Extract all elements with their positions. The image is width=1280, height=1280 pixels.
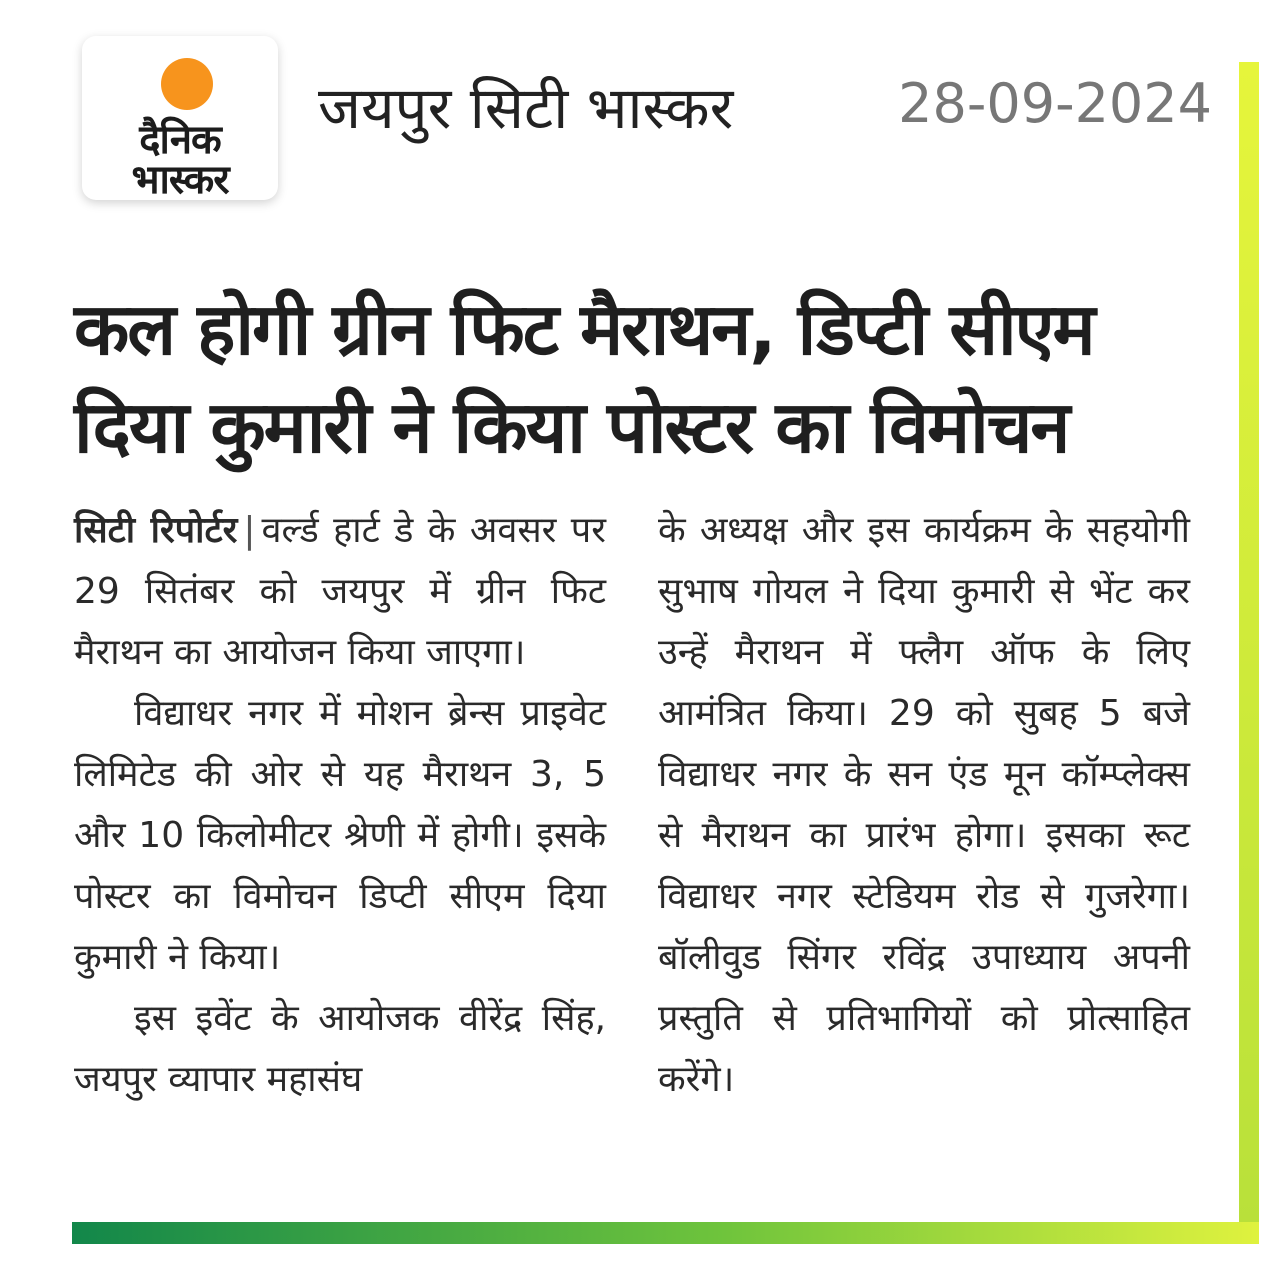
- paragraph-1-text: वर्ल्ड हार्ट डे के अवसर पर 29 सितंबर को जयपुर में ग्रीन फिट मैराथन का आयोजन किया जाएगा।: [74, 510, 606, 673]
- masthead-title: जयपुर सिटी भास्कर: [318, 74, 734, 142]
- article-paragraph-3: इस इवेंट के आयोजक वीरेंद्र सिंह, जयपुर व्यापार महासंघ: [74, 998, 606, 1100]
- frame-right-border: [1239, 62, 1259, 1244]
- article-column-left: [74, 500, 606, 1110]
- sun-logo-icon: [161, 58, 213, 110]
- byline: सिटी रिपोर्टर: [74, 510, 238, 551]
- article-headline: [74, 280, 1204, 476]
- dainik-bhaskar-logo: [82, 36, 278, 200]
- article-paragraph-1: [74, 500, 606, 683]
- edition-date: 28-09-2024: [898, 72, 1212, 135]
- article-paragraph-3-continued: के अध्यक्ष और इस कार्यक्रम के सहयोगी सुभाष गोयल ने दिया कुमारी से भेंट कर उन्हें मैराथन में फ्लैग ऑफ के लिए आमंत्रित किया। 29 को सुबह 5 बजे विद्याधर नगर के सन एंड मून कॉम्प्लेक्स से मैराथन का प्रारंभ होगा। इसका रूट विद्याधर नगर स्टेडियम रोड से गुजरेगा। बॉलीवुड सिंगर रविंद्र उपाध्याय अपनी प्रस्तुति से प्रतिभागियों को प्रोत्साहित करेंगे।: [658, 510, 1190, 1100]
- logo-text-line2: भास्कर: [131, 157, 229, 200]
- headline-line2: दिया कुमारी ने किया पोस्टर का विमोचन: [74, 385, 1069, 469]
- logo-text-line1: दैनिक: [139, 117, 221, 163]
- frame-bottom-border: [72, 1222, 1259, 1244]
- headline-line1: कल होगी ग्रीन फिट मैराथन, डिप्टी सीएम: [74, 287, 1094, 371]
- article-paragraph-2: विद्याधर नगर में मोशन ब्रेन्स प्राइवेट लिमिटेड की ओर से यह मैराथन 3, 5 और 10 किलोमीटर श्रेणी में होगी। इसके पोस्टर का विमोचन डिप्टी सीएम दिया कुमारी ने किया।: [74, 693, 606, 978]
- byline-separator: |: [243, 510, 256, 551]
- article-column-right: [658, 500, 1190, 1110]
